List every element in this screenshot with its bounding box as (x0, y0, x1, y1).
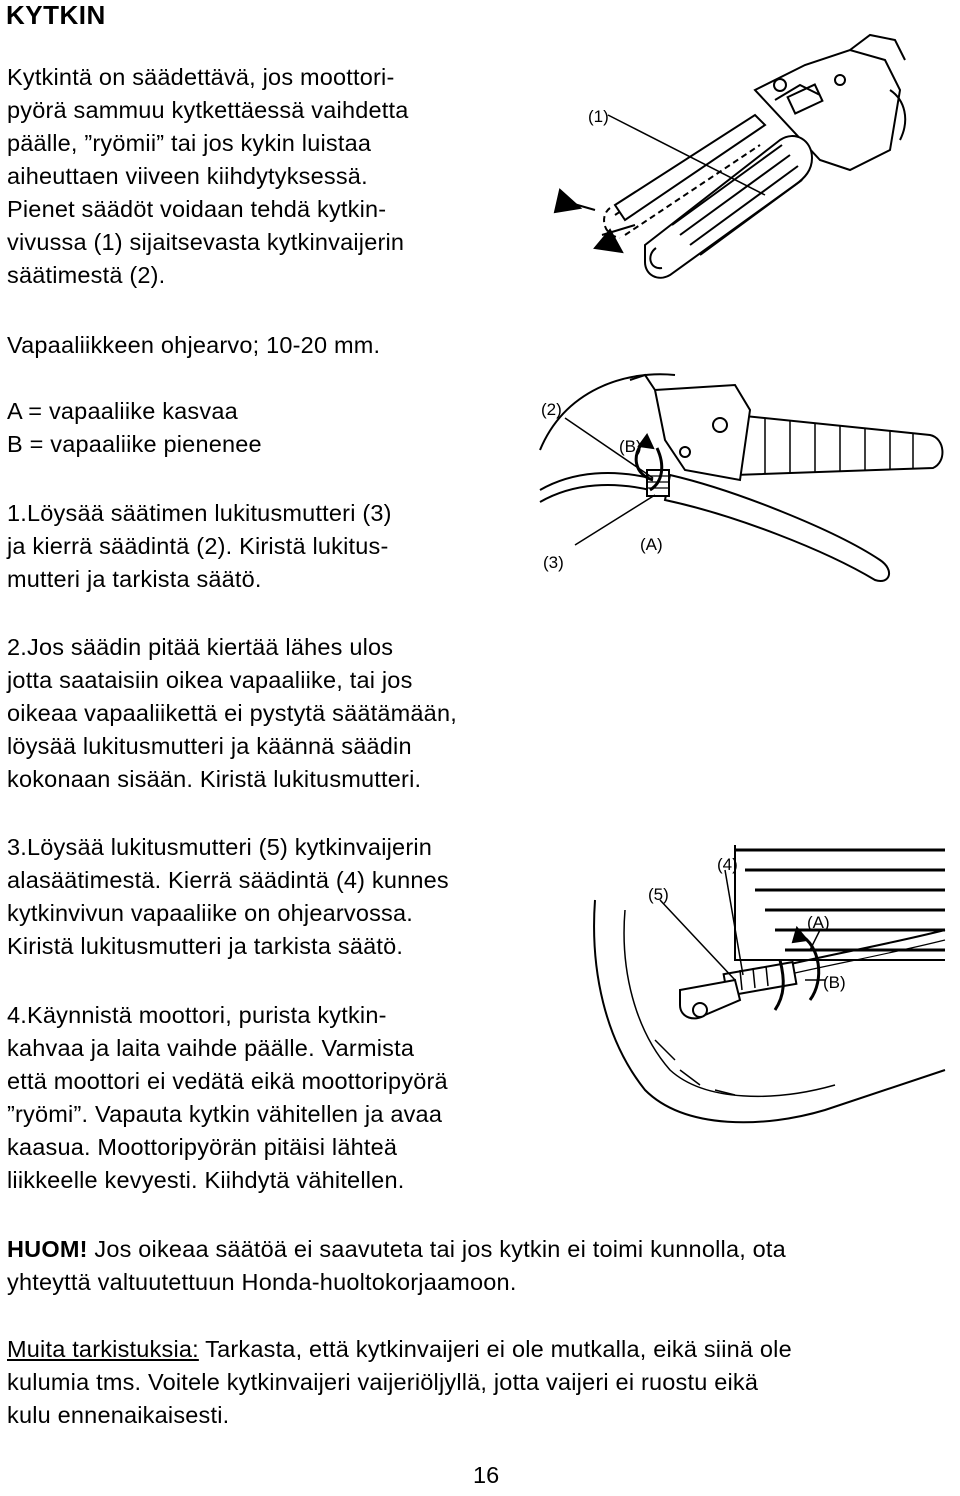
step4-line: ”ryömi”. Vapauta kytkin vähitellen ja avaa (7, 1101, 443, 1127)
intro-line: Pienet säädöt voidaan tehdä kytkin- (7, 196, 387, 222)
intro-line: pyörä sammuu kytkettäessä vaihdetta (7, 97, 409, 123)
step4-line: kahvaa ja laita vaihde päälle. Varmista (7, 1035, 415, 1061)
other-checks-text: Tarkasta, että kytkinvaijeri ei ole mutkalla, eikä siinä ole (198, 1336, 792, 1362)
lever-adjuster-figure (535, 370, 955, 610)
step4-line: että moottori ei vedätä eikä moottoripyörä (7, 1068, 448, 1094)
step2-line: löysää lukitusmutteri ja käännä säädin (7, 733, 412, 759)
step3-line: alasäätimestä. Kierrä säädintä (4) kunnes (7, 867, 449, 893)
fig3-label: (5) (648, 885, 669, 904)
fig2-label: (B) (619, 437, 642, 456)
step3-line: kytkinvivun vapaaliike on ohjearvossa. (7, 900, 414, 926)
step1-line: ja kierrä säädintä (2). Kiristä lukitus- (7, 533, 389, 559)
legend-line: B = vapaaliike pienenee (7, 431, 262, 457)
note-text: Jos oikeaa säätöä ei saavuteta tai jos kytkin ei toimi kunnolla, ota (87, 1236, 786, 1262)
note-mark: ! (79, 1236, 88, 1262)
intro-line: vivussa (1) sijaitsevasta kytkinvaijerin (7, 229, 405, 255)
step1-line: mutteri ja tarkista säätö. (7, 566, 262, 592)
spec-line: Vapaaliikkeen ohjearvo; 10-20 mm. (7, 332, 381, 358)
fig2-label: (2) (541, 400, 562, 419)
fig3-label: (A) (807, 913, 830, 932)
step4-line: liikkeelle kevyesti. Kiihdytä vähitellen. (7, 1167, 405, 1193)
note-line (7, 1233, 786, 1266)
intro-line: päälle, ”ryömii” tai jos kykin luistaa (7, 130, 372, 156)
fig2-label: (3) (543, 553, 564, 572)
fig3-label: (4) (717, 855, 738, 874)
other-checks-line: kulumia tms. Voitele kytkinvaijeri vaijeriöljyllä, jotta vaijeri ei ruostu eikä (7, 1369, 759, 1395)
note-line: yhteyttä valtuutettuun Honda-huoltokorjaamoon. (7, 1269, 517, 1295)
engine-adjuster-figure (585, 840, 957, 1130)
step2-line: kokonaan sisään. Kiristä lukitusmutteri. (7, 766, 422, 792)
fig2-label: (A) (640, 535, 663, 554)
step3-line: 3.Löysää lukitusmutteri (5) kytkinvaijerin (7, 834, 433, 860)
step2-line: 2.Jos säädin pitää kiertää lähes ulos (7, 634, 394, 660)
step2-line: jotta saataisiin oikea vapaaliike, tai jos (7, 667, 413, 693)
legend-line: A = vapaaliike kasvaa (7, 398, 238, 424)
other-checks-label: Muita tarkistuksia: (7, 1336, 199, 1362)
step4-line: kaasua. Moottoripyörän pitäisi lähteä (7, 1134, 398, 1160)
step1-line: 1.Löysää säätimen lukitusmutteri (3) (7, 500, 392, 526)
other-checks-line: kulu ennenaikaisesti. (7, 1402, 230, 1428)
intro-line: Kytkintä on säädettävä, jos moottori- (7, 64, 395, 90)
fig1-label: (1) (588, 107, 609, 126)
step2-line: oikeaa vapaaliikettä ei pystytä säätämään, (7, 700, 457, 726)
note-label: HUOM (7, 1236, 80, 1262)
step4-line: 4.Käynnistä moottori, purista kytkin- (7, 1002, 387, 1028)
page-heading: KYTKIN (6, 0, 106, 30)
intro-line: säätimestä (2). (7, 262, 166, 288)
fig3-label: (B) (823, 973, 846, 992)
other-checks-line (7, 1333, 792, 1366)
page-number: 16 (473, 1462, 500, 1488)
handlebar-lever-figure (550, 30, 920, 290)
step3-line: Kiristä lukitusmutteri ja tarkista säätö. (7, 933, 404, 959)
intro-line: aiheuttaen viiveen kiihdytyksessä. (7, 163, 368, 189)
